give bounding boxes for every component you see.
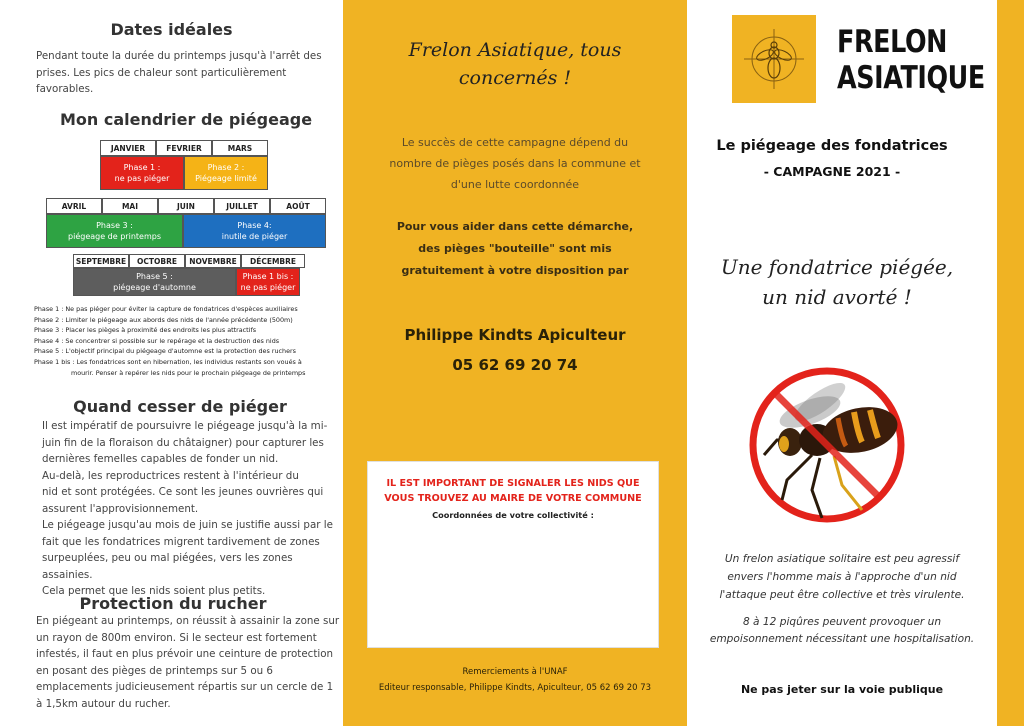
info-line: empoisonnement nécessitant une hospitalisation.	[709, 633, 975, 645]
phase-desc: piégeage d'automne	[113, 283, 196, 292]
success-text	[343, 132, 687, 195]
info-line: envers l'homme mais à l'approche d'un nid	[727, 571, 957, 583]
legend-line: Phase 3 : Placer les pièges à proximité des endroits les plus attractifs	[34, 326, 257, 335]
month-cell: DÉCEMBRE	[241, 254, 305, 268]
thanks-text: Remerciements à l'UNAF	[462, 667, 568, 677]
phase-label: Phase 1 bis :	[242, 272, 294, 281]
alert-line: VOUS TROUVEZ AU MAIRE DE VOTRE COMMUNE	[384, 493, 642, 504]
info-line: Un frelon asiatique solitaire est peu agressif	[724, 553, 960, 565]
phase-label: Phase 1 :	[123, 163, 161, 172]
rucher-line: à 1,5km autour du rucher.	[36, 697, 171, 710]
tagline-line: Une fondatrice piégée,	[720, 255, 954, 279]
alert-title	[368, 476, 658, 506]
cesser-line: fait que les fondatrices migrent tardivement de zones	[42, 535, 320, 548]
info-line: l'attaque peut être collective et très virulente.	[719, 589, 965, 601]
phase-label: Phase 5 :	[136, 272, 173, 281]
tagline	[687, 252, 987, 312]
phase-desc: piégeage de printemps	[68, 232, 161, 241]
rucher-title: Protection du rucher	[79, 594, 267, 613]
legend-line: Phase 5 : L'objectif principal du piégeage d'automne est la protection des ruchers	[34, 347, 296, 356]
left-panel	[0, 0, 343, 726]
right-panel	[687, 0, 997, 726]
cesser-line: Il est impératif de poursuivre le piégeage jusqu'à la mi-	[42, 420, 328, 432]
logo-title	[837, 24, 985, 96]
cesser-line: Au-delà, les reproductrices restent à l'intérieur du	[42, 469, 299, 482]
month-cell: SEPTEMBRE	[73, 254, 129, 268]
month-cell: MAI	[102, 198, 158, 214]
slogan-line: Frelon Asiatique, tous	[408, 39, 622, 61]
legend-line: Phase 1 bis : Les fondatrices sont en hibernation, les individus restants son voués à	[34, 357, 302, 366]
hornet-logo-icon	[732, 15, 816, 103]
contact-phone: 05 62 69 20 74	[452, 356, 578, 374]
info-stings	[687, 614, 997, 648]
legend-line: mourir. Penser à repérer les nids pour le prochain piégeage de printemps	[71, 368, 306, 377]
phase-label: Phase 4:	[237, 221, 272, 230]
alert-line: IL EST IMPORTANT DE SIGNALER LES NIDS QUE	[386, 478, 640, 489]
month-cell: NOVEMBRE	[185, 254, 241, 268]
rucher-line: un rayon de 800m environ. Si le secteur est fortement	[36, 631, 317, 644]
help-line: Pour vous aider dans cette démarche,	[396, 220, 634, 233]
calendar-row-1	[100, 140, 268, 156]
phase-2-cell	[184, 156, 268, 190]
phase-label: Phase 2 :	[207, 163, 245, 172]
month-cell: MARS	[212, 140, 268, 156]
phase-desc: Piégeage limité	[195, 174, 257, 183]
info-line: 8 à 12 piqûres peuvent provoquer un	[742, 616, 942, 628]
legend-line: Phase 2 : Limiter le piégeage aux abords des nids de l'année précédente (500m)	[34, 315, 293, 324]
info-aggression	[687, 550, 997, 604]
calendar-row-2	[46, 198, 326, 214]
rucher-line: en posant des pièges de printemps sur 5 ou 6	[36, 664, 273, 677]
logo-line: ASIATIQUE	[837, 60, 985, 96]
month-cell: AVRIL	[46, 198, 102, 214]
help-line: des pièges "bouteille" sont mis	[418, 242, 612, 255]
coords-label: Coordonnées de votre collectivité :	[432, 510, 594, 520]
rucher-text	[36, 613, 342, 712]
cesser-line: juin fin de la floraison du châtaigner) pour capturer les	[42, 436, 324, 449]
dates-line: prises. Les pics de chaleur sont particulièrement	[36, 66, 287, 79]
tagline-line: un nid avorté !	[762, 285, 912, 309]
report-nest-box	[367, 461, 659, 648]
phase-5-cell	[73, 268, 236, 296]
month-cell: FEVRIER	[156, 140, 212, 156]
legend-line: Phase 4 : Se concentrer si possible sur le repérage et la destruction des nids	[34, 336, 280, 345]
subtitle: Le piégeage des fondatrices	[716, 138, 948, 154]
calendar-row-3	[73, 254, 305, 268]
phase-4-cell	[183, 214, 326, 248]
logo-line: FRELON	[837, 24, 948, 60]
rucher-line: emplacements judicieusement répartis sur un cercle de 1	[36, 681, 334, 693]
cesser-line: dernières femelles capables de fonder un nid.	[42, 453, 279, 465]
dates-line: favorables.	[36, 83, 94, 95]
cesser-line: nid et sont protégées. Ce sont les jeunes ouvrières qui	[42, 486, 324, 498]
phase-legend	[34, 304, 334, 378]
month-cell: AOÛT	[270, 198, 326, 214]
dates-title: Dates idéales	[110, 20, 233, 39]
right-edge-strip	[997, 0, 1024, 726]
footer-notice: Ne pas jeter sur la voie publique	[740, 683, 944, 696]
phase-label: Phase 3 :	[96, 221, 133, 230]
cesser-line: surpeuplées, peu ou mal piégées, vers les zones assainies.	[42, 552, 293, 581]
cesser-line: Cela permet que les nids soient plus petits.	[42, 585, 266, 597]
rucher-line: En piégeant au printemps, on réussit à assainir la zone sur	[36, 615, 340, 627]
help-text	[343, 216, 687, 282]
dates-line: Pendant toute la durée du printemps jusqu'à l'arrêt des	[36, 50, 322, 62]
slogan-line: concernés !	[458, 67, 572, 89]
dates-text	[36, 48, 336, 98]
success-line: d'une lutte coordonnée	[450, 178, 580, 191]
phase-1bis-cell	[236, 268, 300, 296]
month-cell: JUIN	[158, 198, 214, 214]
cesser-line: assurent l'approvisionnement.	[42, 502, 199, 515]
month-cell: JANVIER	[100, 140, 156, 156]
cesser-text	[42, 418, 342, 600]
phase-3-cell	[46, 214, 183, 248]
contact-name: Philippe Kindts Apiculteur	[404, 326, 626, 344]
month-cell: OCTOBRE	[129, 254, 185, 268]
editor-text: Editeur responsable, Philippe Kindts, Apiculteur, 05 62 69 20 73	[378, 683, 652, 693]
slogan	[343, 36, 687, 92]
calendar-title: Mon calendrier de piégeage	[59, 110, 313, 129]
success-line: Le succès de cette campagne dépend du	[401, 136, 629, 149]
phase-desc: ne pas piéger	[114, 174, 170, 183]
no-hornet-icon	[742, 360, 912, 530]
cesser-line: Le piégeage jusqu'au mois de juin se justifie aussi par le	[42, 519, 333, 531]
month-cell: JUILLET	[214, 198, 270, 214]
success-line: nombre de pièges posés dans la commune et	[389, 157, 641, 170]
phase-desc: ne pas piéger	[240, 283, 296, 292]
phase-desc: inutile de piéger	[221, 232, 288, 241]
rucher-line: infestés, il faut en plus prévoir une ceinture de protection	[36, 648, 334, 660]
help-line: gratuitement à votre disposition par	[401, 264, 629, 277]
legend-line: Phase 1 : Ne pas piéger pour éviter la capture de fondatrices d'espèces auxiliaires	[34, 305, 298, 313]
campaign-label: - CAMPAGNE 2021 -	[763, 164, 901, 179]
phase-1-cell	[100, 156, 184, 190]
logo-square	[732, 15, 816, 103]
cesser-title: Quand cesser de piéger	[73, 397, 287, 416]
